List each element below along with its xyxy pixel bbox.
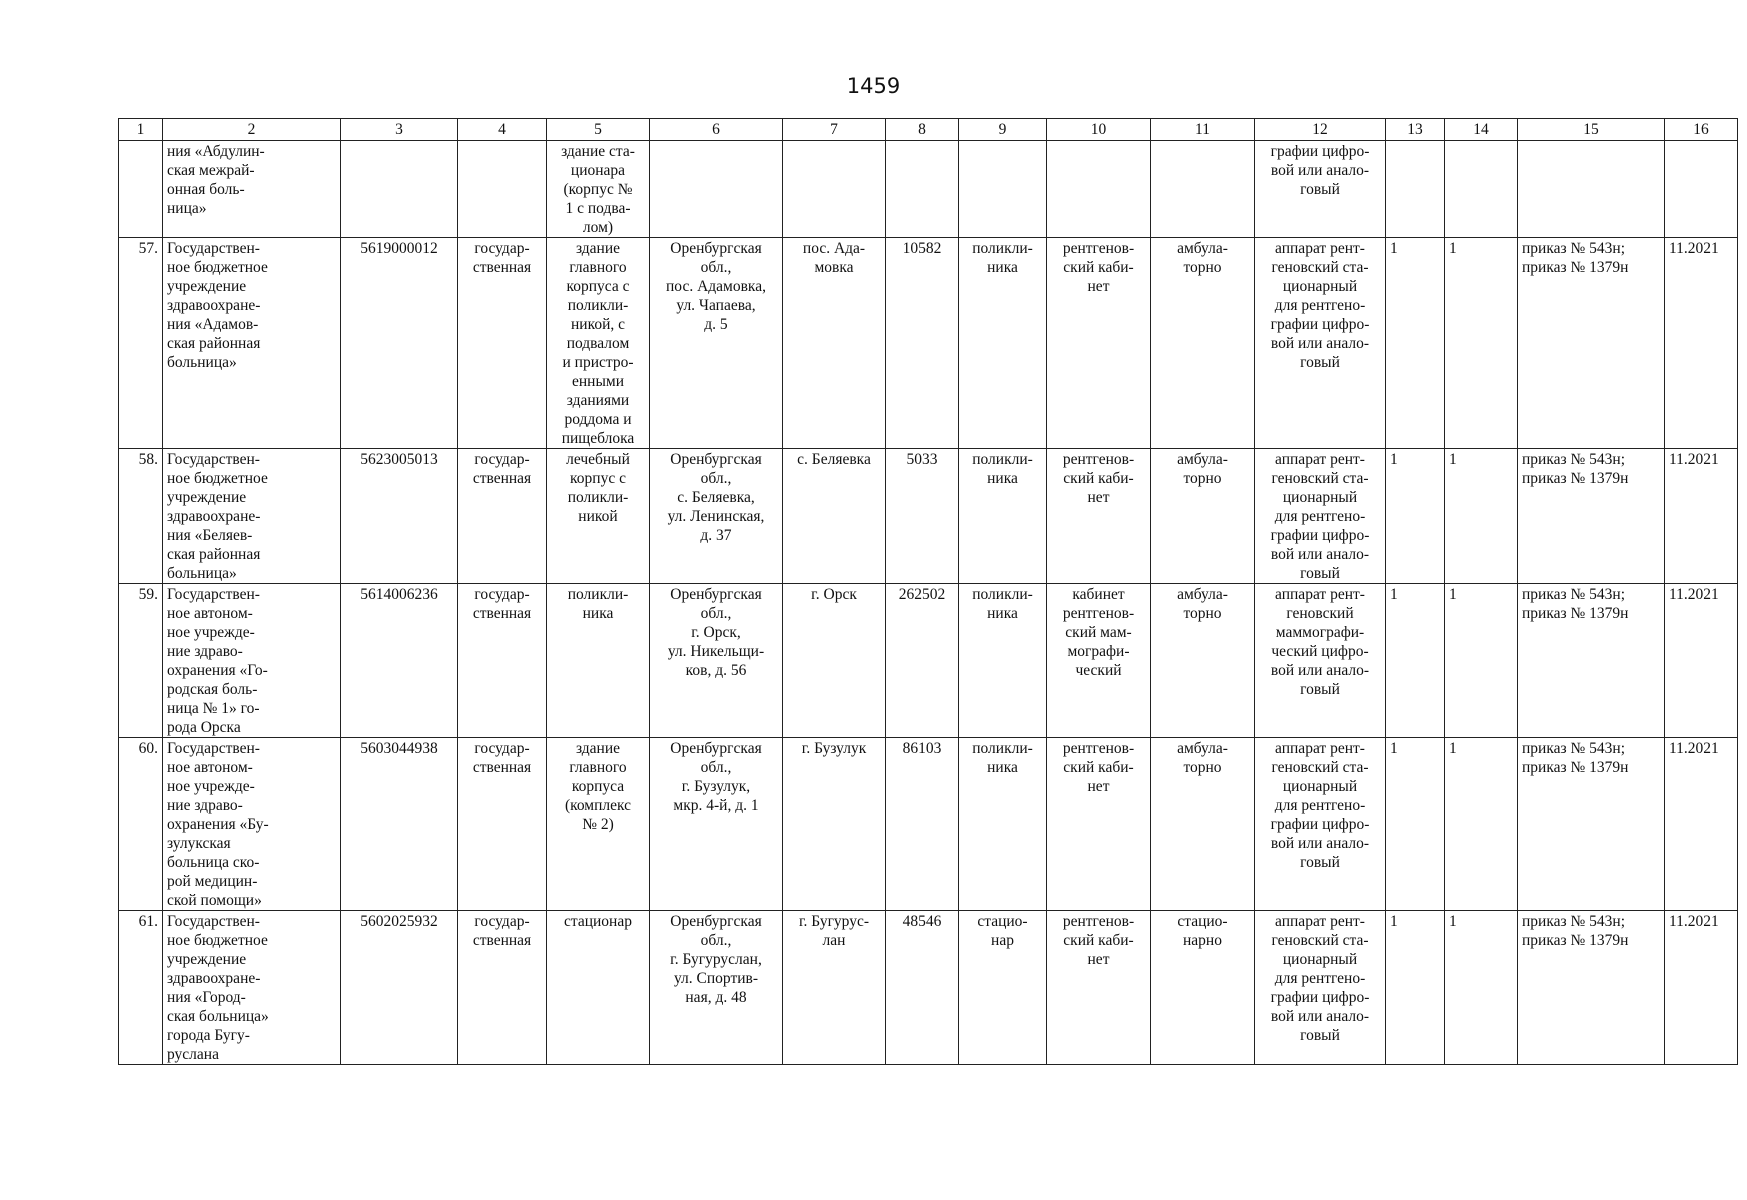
column-header: 16 (1665, 119, 1738, 141)
department-type: поликли- ника (959, 584, 1047, 738)
population: 5033 (886, 449, 959, 584)
col-13 (1386, 141, 1445, 238)
building: здание главного корпуса (комплекс № 2) (547, 738, 650, 911)
equipment: графии цифро- вой или анало- говый (1255, 141, 1386, 238)
col-14: 1 (1445, 738, 1518, 911)
equipment: аппарат рент- геновский маммографи- ческий цифро- вой или анало- говый (1255, 584, 1386, 738)
col-13: 1 (1386, 584, 1445, 738)
basis (1518, 141, 1665, 238)
table-row (119, 449, 1738, 584)
column-header: 15 (1518, 119, 1665, 141)
address: Оренбургская обл., пос. Адамовка, ул. Чапаева, д. 5 (650, 238, 783, 449)
date: 11.2021 (1665, 738, 1738, 911)
column-header: 13 (1386, 119, 1445, 141)
registry-table (118, 118, 1738, 1065)
ownership: государ- ственная (458, 584, 547, 738)
col-14: 1 (1445, 238, 1518, 449)
ownership (458, 141, 547, 238)
page-number: 1459 (846, 74, 901, 98)
row-number: 60. (119, 738, 163, 911)
column-header: 12 (1255, 119, 1386, 141)
address (650, 141, 783, 238)
table-row (119, 911, 1738, 1065)
address: Оренбургская обл., г. Бузулук, мкр. 4-й, д. 1 (650, 738, 783, 911)
equipment: аппарат рент- геновский ста- ционарный для рентгено- графии цифро- вой или анало- говый (1255, 911, 1386, 1065)
row-number: 57. (119, 238, 163, 449)
cabinet: рентгенов- ский каби- нет (1047, 738, 1151, 911)
organization-name: Государствен- ное бюджетное учреждение здравоохране- ния «Адамов- ская районная больница» (163, 238, 341, 449)
column-header: 3 (341, 119, 458, 141)
care-form: амбула- торно (1151, 738, 1255, 911)
column-header: 7 (783, 119, 886, 141)
col-13: 1 (1386, 911, 1445, 1065)
column-header: 6 (650, 119, 783, 141)
column-header: 5 (547, 119, 650, 141)
address: Оренбургская обл., г. Бугуруслан, ул. Спортив- ная, д. 48 (650, 911, 783, 1065)
care-form: амбула- торно (1151, 449, 1255, 584)
row-number (119, 141, 163, 238)
inn: 5619000012 (341, 238, 458, 449)
table-row (119, 584, 1738, 738)
equipment: аппарат рент- геновский ста- ционарный для рентгено- графии цифро- вой или анало- говый (1255, 238, 1386, 449)
basis: приказ № 543н; приказ № 1379н (1518, 911, 1665, 1065)
building: здание ста- ционара (корпус № 1 с подва- лом) (547, 141, 650, 238)
inn: 5623005013 (341, 449, 458, 584)
cabinet: рентгенов- ский каби- нет (1047, 238, 1151, 449)
inn: 5603044938 (341, 738, 458, 911)
ownership: государ- ственная (458, 911, 547, 1065)
equipment: аппарат рент- геновский ста- ционарный для рентгено- графии цифро- вой или анало- говый (1255, 449, 1386, 584)
building: здание главного корпуса с поликли- никой, с подвалом и пристро- енными зданиями роддома и пищеблока (547, 238, 650, 449)
department-type: поликли- ника (959, 238, 1047, 449)
population: 10582 (886, 238, 959, 449)
organization-name: Государствен- ное бюджетное учреждение здравоохране- ния «Город- ская больница» города Бугу- руслана (163, 911, 341, 1065)
column-header: 2 (163, 119, 341, 141)
inn (341, 141, 458, 238)
table-header-row (119, 119, 1738, 141)
column-header: 8 (886, 119, 959, 141)
basis: приказ № 543н; приказ № 1379н (1518, 449, 1665, 584)
col-14 (1445, 141, 1518, 238)
col-13: 1 (1386, 449, 1445, 584)
population (886, 141, 959, 238)
inn: 5602025932 (341, 911, 458, 1065)
cabinet (1047, 141, 1151, 238)
ownership: государ- ственная (458, 738, 547, 911)
care-form: амбула- торно (1151, 584, 1255, 738)
locality: с. Беляевка (783, 449, 886, 584)
ownership: государ- ственная (458, 449, 547, 584)
basis: приказ № 543н; приказ № 1379н (1518, 238, 1665, 449)
locality: г. Бузулук (783, 738, 886, 911)
col-14: 1 (1445, 584, 1518, 738)
column-header: 14 (1445, 119, 1518, 141)
cabinet: кабинет рентгенов- ский мам- мографи- ческий (1047, 584, 1151, 738)
department-type (959, 141, 1047, 238)
date: 11.2021 (1665, 238, 1738, 449)
department-type: поликли- ника (959, 738, 1047, 911)
column-header: 4 (458, 119, 547, 141)
date: 11.2021 (1665, 584, 1738, 738)
care-form: стацио- нарно (1151, 911, 1255, 1065)
col-13: 1 (1386, 738, 1445, 911)
locality: пос. Ада- мовка (783, 238, 886, 449)
row-number: 59. (119, 584, 163, 738)
table-row (119, 141, 1738, 238)
population: 262502 (886, 584, 959, 738)
col-14: 1 (1445, 911, 1518, 1065)
ownership: государ- ственная (458, 238, 547, 449)
date: 11.2021 (1665, 449, 1738, 584)
column-header: 1 (119, 119, 163, 141)
column-header: 9 (959, 119, 1047, 141)
locality (783, 141, 886, 238)
address: Оренбургская обл., с. Беляевка, ул. Ленинская, д. 37 (650, 449, 783, 584)
population: 86103 (886, 738, 959, 911)
department-type: стацио- нар (959, 911, 1047, 1065)
care-form: амбула- торно (1151, 238, 1255, 449)
address: Оренбургская обл., г. Орск, ул. Никельщи- ков, д. 56 (650, 584, 783, 738)
col-13: 1 (1386, 238, 1445, 449)
organization-name: ния «Абдулин- ская межрай- онная боль- ница» (163, 141, 341, 238)
column-header: 10 (1047, 119, 1151, 141)
row-number: 61. (119, 911, 163, 1065)
population: 48546 (886, 911, 959, 1065)
col-14: 1 (1445, 449, 1518, 584)
organization-name: Государствен- ное бюджетное учреждение здравоохране- ния «Беляев- ская районная больница» (163, 449, 341, 584)
care-form (1151, 141, 1255, 238)
equipment: аппарат рент- геновский ста- ционарный для рентгено- графии цифро- вой или анало- говый (1255, 738, 1386, 911)
building: поликли- ника (547, 584, 650, 738)
date (1665, 141, 1738, 238)
building: стационар (547, 911, 650, 1065)
date: 11.2021 (1665, 911, 1738, 1065)
basis: приказ № 543н; приказ № 1379н (1518, 738, 1665, 911)
building: лечебный корпус с поликли- никой (547, 449, 650, 584)
locality: г. Орск (783, 584, 886, 738)
column-header: 11 (1151, 119, 1255, 141)
department-type: поликли- ника (959, 449, 1047, 584)
table-row (119, 238, 1738, 449)
row-number: 58. (119, 449, 163, 584)
locality: г. Бугурус- лан (783, 911, 886, 1065)
cabinet: рентгенов- ский каби- нет (1047, 911, 1151, 1065)
inn: 5614006236 (341, 584, 458, 738)
basis: приказ № 543н; приказ № 1379н (1518, 584, 1665, 738)
organization-name: Государствен- ное автоном- ное учрежде- ние здраво- охранения «Го- родская боль- ница № 1» го- рода Орска (163, 584, 341, 738)
cabinet: рентгенов- ский каби- нет (1047, 449, 1151, 584)
organization-name: Государствен- ное автоном- ное учрежде- ние здраво- охранения «Бу- зулукская больница ско- рой медицин- ской помощи» (163, 738, 341, 911)
table-row (119, 738, 1738, 911)
